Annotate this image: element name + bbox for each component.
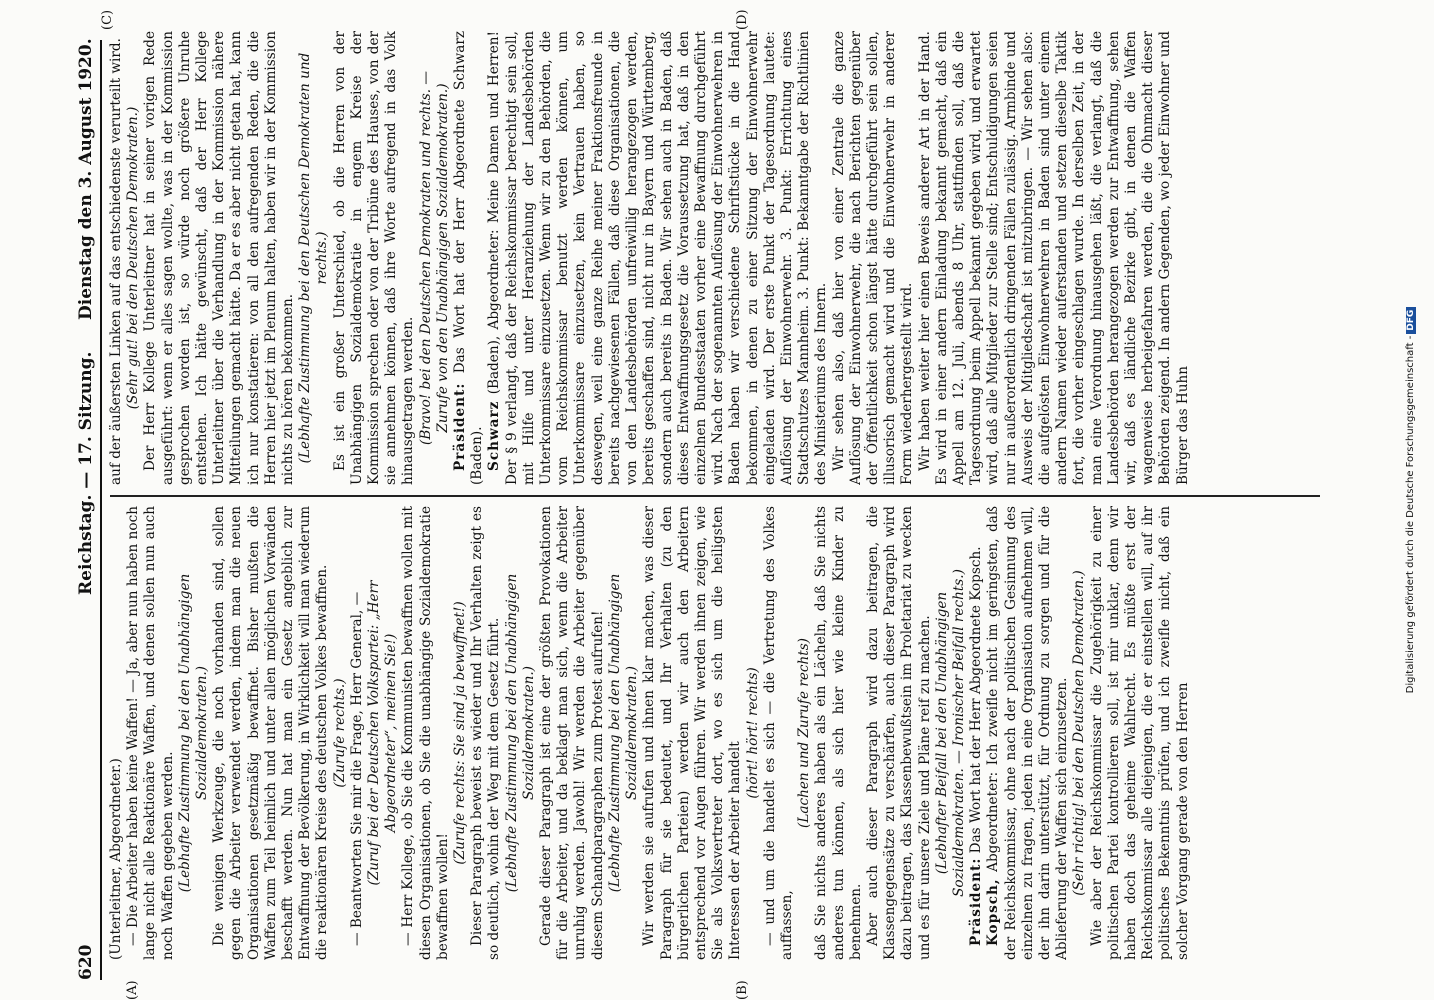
stage-direction: (Sehr richtig! bei den Deutschen Demokraten.) xyxy=(1071,570,1088,896)
paragraph: Wir werden sie aufrufen und ihnen klar machen, was dieser Paragraph für sie bedeutet, und Ihr Verhalten (zu den bürgerlichen Parteien) werden wir auch den Arbeitern entsprechend vor Augen führen. Wir werden ihnen zeigen, wie Sie als Volksvertreter dort, wo es sich um die heiligsten Interessen der Arbeiter handelt xyxy=(641,506,744,960)
speaker-line: (Unterleitner, Abgeordneter.) xyxy=(108,758,124,960)
date-line: Dienstag den 3. August 1920. xyxy=(76,38,96,320)
margin-marker-b: (B) xyxy=(735,980,750,1000)
text-column-left xyxy=(108,506,1328,960)
stage-direction: (Lebhafte Zustimmung bei den Unabhängigen Sozialdemokraten.) xyxy=(503,573,537,893)
paragraph: Aber auch dieser Paragraph wird dazu beitragen, die Klassengegensätze zu verschärfen, auch dieser Paragraph wird dazu beitragen, das Klassenbewußtsein im Proletariat zu wecken und es für unsere Ziele und Pläne reif zu machen. xyxy=(864,506,933,960)
page-header xyxy=(60,40,102,980)
paragraph: Wir haben weiter hier einen Beweis anderer Art in der Hand. Es wird in einer andern Einladung bekannt gemacht, daß ein Appell am 12. Juli, abends 8 Uhr, stattfinden soll, daß die Tagesordnung beim Appell bekannt gegeben wird, und erwartet wird, daß alle Mitglieder zur Stelle sind; Entschuldigungen seien nur in außerordentlich dringenden Fällen zulässig. Armbinde und Ausweis der Mitgliedschaft ist mitzubringen. — Wir sehen also: die aufgelösten Einwohnerwehren in Baden sind unter einem andern Namen wieder auferstanden und setzen dieselbe Taktik fort, die vorher eingeschlagen wurde. In derselben Zeit, in der man eine Verordnung hinausgehen läßt, die verlangt, daß die Landesbehörden herangezogen werden zur Entwaffnung, sehen wir, daß es ländliche Bezirke gibt, in denen die Waffen wagenweise herbeigefahren werden, die die Ohnmacht dieser Behörden zeigend. In andern Gegenden, wo jeder Einwohner und Bürger das Huhn xyxy=(916,31,1191,485)
paragraph: Der Herr Kollege Unterleitner hat in seiner vorigen Rede ausgeführt: wenn er alles sagen wollte, was in der Kommission gesprochen worden ist, so würde noch größere Unruhe entstehen. Ich hätte gewünscht, daß der Herr Kollege Unterleitner über die Verhandlung in der Kommission nähere Mitteilungen gemacht hätte. Da er es aber nicht getan hat, kann ich nur konstatieren: von all den aufregenden Reden, die die Herren hier jetzt im Plenum halten, haben wir in der Kommission nichts zu hören bekommen. xyxy=(142,31,297,485)
paragraph: Gerade dieser Paragraph ist eine der größten Provokationen für die Arbeiter, und da beklagt man sich, wenn die Arbeiter unruhig werden. Jawohl! Wir werden die Arbeiter gegenüber diesem Schandparagraphen zum Protest aufrufen! xyxy=(538,506,606,960)
credit-text: Digitalisierung gefördert durch die Deutsche Forschungsgemeinschaft - xyxy=(1405,335,1416,694)
margin-marker-d: (D) xyxy=(735,9,750,30)
paragraph: — Beantworten Sie mir die Frage, Herr General, — xyxy=(348,591,365,946)
session-title: Reichstag. — 17. Sitzung. xyxy=(76,351,96,595)
margin-marker-c: (C) xyxy=(100,9,115,30)
stage-direction: (Lebhafte Zustimmung bei den Deutschen Demokraten und rechts.) xyxy=(297,52,331,464)
stage-direction: (Lachen und Zurufe rechts) xyxy=(796,638,813,828)
speech-text: Abgeordneter: Ich zweifle nicht im geringsten, daß der Reichskommissar, ohne nach der politischen Gesinnung des einzelnen zu fragen, jeden in eine Organisation aufnehmen will, der ihn darin unterstützt, für Ordnung zu sorgen und für die Ablieferung der Waffen sich einzusetzen. xyxy=(985,506,1071,960)
paragraph: Die wenigen Werkzeuge, die noch vorhanden sind, sollen gegen die Arbeiter verwendet werden, indem man die neuen Organisationen gesetzmäßig bewaffnet. Bisher mußten die Waffen zum Teil heimlich und unter allen möglichen Vorwänden beschafft werden. Nun hat man ein Gesetz angeblich zur Entwaffnung der Bevölkerung, in Wirklichkeit will man wiederum die reaktionären Kreise des deutschen Volkes bewaffnen. xyxy=(211,506,331,960)
stage-direction: (Zurufe rechts.) xyxy=(331,678,348,788)
president-label: Präsident: xyxy=(452,382,469,471)
text-column-right xyxy=(108,31,1328,485)
paragraph: Dieser Paragraph beweist es wieder und Ihr Verhalten zeigt es so deutlich, wohin der Weg mit dem Gesetz führt. xyxy=(469,506,503,960)
paragraph: Wie aber der Reichskommissar die Zugehörigkeit zu einer politischen Partei kontrollieren soll, ist mir unklar, denn wir haben doch das geheime Wahlrecht. Es müßte erst der Reichskommissar alle diejenigen, die er einstellen will, auf ihr politisches Bekenntnis prüfen, und ich zweifle nicht, daß ein solcher Vorgang gerade von den Herren xyxy=(1088,506,1191,960)
paragraph: — und um die handelt es sich — die Vertretung des Volkes auffassen, xyxy=(761,506,795,960)
president-text: Das Wort hat der Herr Abgeordnete Kopsch. xyxy=(968,546,985,854)
paragraph: Es ist ein großer Unterschied, ob die Herren von der Unabhängigen Sozialdemokratie in engem Kreise der Kommission sprechen oder von der Tribüne des Hauses, von der sie annehmen können, daß ihre Worte aufregend in das Volk hinausgetragen werden. xyxy=(331,31,417,485)
stage-direction: (hört! hört! rechts) xyxy=(744,667,761,799)
president-text: Das Wort hat der Herr Abgeordnete Schwarz (Baden). xyxy=(452,31,486,485)
stage-direction: (Lebhafte Zustimmung bei den Unabhängigen Sozialdemokraten.) xyxy=(176,573,211,893)
margin-marker-a: (A) xyxy=(125,980,140,1000)
paragraph: Wir sehen also, daß hier von einer Zentrale die ganze Auflösung der Einwohnerwehr, die nach Berichten gegenüber der Öffentlichkeit schon längst hätte durchgeführt sein sollen, illusorisch gemacht wird und die Einwohnerwehr in anderer Form wiederhergestellt wird. xyxy=(830,31,916,485)
paragraph: auf der äußersten Linken auf das entschiedenste verurteilt wird. xyxy=(108,38,124,485)
stage-direction: (Bravo! bei den Deutschen Demokraten und rechts. — Zurufe von den Unabhängigen Sozialdemokraten.) xyxy=(417,71,451,445)
speech-text: (Baden), Abgeordneter: Meine Damen und Herren! Der § 9 verlangt, daß der Reichskommissar berechtigt sein soll, mit Hilfe und unter Heranziehung der Landesbehörden Unterkommissare einzusetzen. Wenn wir zu den Behörden, die vom Reichskommissar benutzt werden können, um Unterkommissare einzusetzen, kein Vertrauen haben, so deswegen, weil eine ganze Reihe meiner Fraktionsfreunde in bereits nachgewiesenen Fällen, daß diese Organisationen, die von den Landesbehörden unfreiwillig herangezogen werden, bereits geschaffen sind, nicht nur in Bayern und Württemberg, sondern auch bereits in Baden. Wir sehen auch in Baden, daß dieses Entwaffnungsgesetz die Voraussetzung hat, daß in den einzelnen Bundesstaaten vorher eine Bewaffnung durchgeführt wird. Nach der sogenannten Auflösung der Einwohnerwehren in Baden haben wir verschiedene Schriftstücke in die Hand bekommen, in denen zu einer Sitzung der Einwohnerwehr eingeladen wird. Der erste Punkt der Tagesordnung lautete: Auflösung der Einwohnerwehr. 3. Punkt: Errichtung eines Stadtschutzes Mannheim. 3. Punkt: Bekanntgabe der Richtlinien des Ministeriums des Innern. xyxy=(486,31,830,485)
paragraph: — Herr Kollege, ob Sie die Kommunisten bewaffnen wollen mit diesen Organisationen, ob Sie die unabhängige Sozialdemokratie bewaffnen wollen! xyxy=(400,506,451,960)
stage-direction: (Sehr gut! bei den Deutschen Demokraten.) xyxy=(125,106,142,410)
paragraph: daß Sie nichts anderes haben als ein Lächeln, daß Sie nichts anderes tun können, als sich hier wie kleine Kinder zu benehmen. xyxy=(813,506,864,960)
stage-direction: (Lebhafte Zustimmung bei den Unabhängigen Sozialdemokraten.) xyxy=(606,573,641,893)
stage-direction: (Zurufe rechts: Sie sind ja bewaffnet!) xyxy=(452,601,469,865)
speaker-name-kopsch: Kopsch, xyxy=(985,878,1002,946)
dfg-logo: DFG xyxy=(1406,307,1416,334)
page-number: 620 xyxy=(76,944,96,980)
stage-direction: (Zuruf bei der Deutschen Volkspartei: „Herr Abgeordneter“, meinen Sie!) xyxy=(366,580,400,886)
column-divider xyxy=(110,496,1320,498)
stage-direction: (Lebhafter Beifall bei den Unabhängigen Sozialdemokraten. — Ironischer Beifall rechts.) xyxy=(933,569,967,897)
president-label: Präsident: xyxy=(968,857,985,946)
speaker-name-schwarz: Schwarz xyxy=(486,400,503,471)
paragraph: — Die Arbeiter haben keine Waffen! — Ja, aber nun haben noch lange nicht alle Reaktionäre Waffen, und denen sollen nun auch noch Waffen gegeben werden. xyxy=(125,506,176,960)
digitization-credit xyxy=(1405,0,1416,1000)
